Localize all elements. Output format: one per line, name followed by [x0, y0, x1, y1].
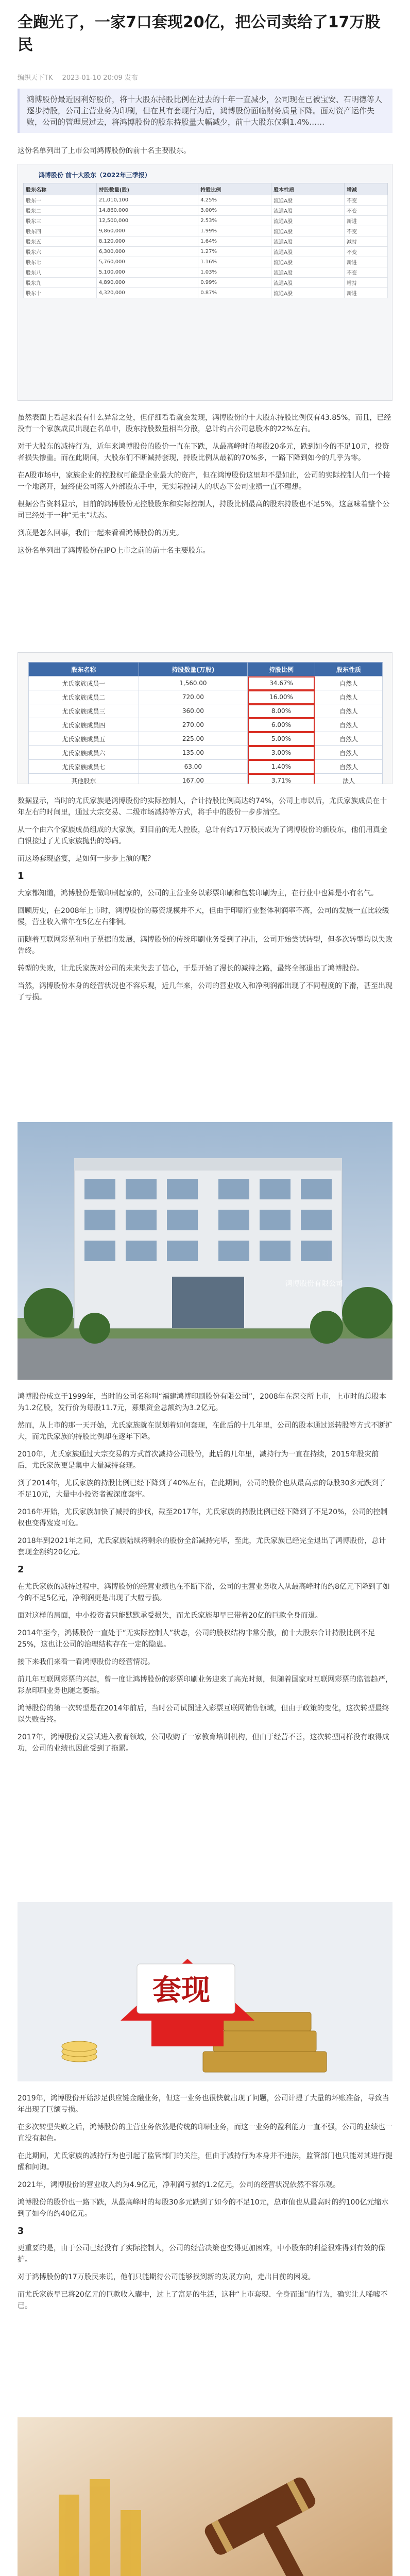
table-cell: 法人: [315, 774, 382, 785]
table-row: [24, 236, 388, 247]
paragraph: 面对这样的局面，中小投资者只能默默承受损失，而尤氏家族却早已带着20亿的巨款全身而退。: [18, 1612, 322, 1620]
paragraph: 2014年至今，鸿博股份一直处于“无实际控制人”状态，公司的股权结构非常分散，前十大股东合计持股比例不足25%，这也让公司的治理结构存在一定的隐患。: [18, 1629, 375, 1649]
table-row: [24, 288, 388, 298]
paragraph: 在尤氏家族的减持过程中，鸿博股份的经营业绩也在不断下滑，公司的主营业务收入从最高峰时的约8亿元下降到了如今的不足5亿元，净利润更是出现了大幅亏损。: [18, 1583, 390, 1602]
section-number: 3: [18, 2226, 24, 2236]
table-cell: 自然人: [315, 732, 382, 746]
table-cell: 1.40%: [248, 760, 315, 774]
paragraph: 根据公告资料显示，目前的鸿博股份无控股股东和实际控制人，持股比例最高的股东持股也不足5%，这意味着整个公司已经处于一种“无主”状态。: [18, 500, 390, 520]
table-row: [24, 195, 388, 206]
table-cell: 0.99%: [198, 278, 271, 288]
paragraph: 更重要的是，由于公司已经没有了实际控制人，公司的经营决策也变得更加困难，中小股东的利益很难得到有效的保护。: [18, 2244, 385, 2264]
table-row: [29, 774, 383, 785]
table-cell: 不变: [344, 247, 387, 257]
table-row: [24, 206, 388, 216]
table-cell: 流通A股: [271, 247, 345, 257]
table-cell: 股东三: [24, 216, 97, 226]
section-number: 2: [18, 1564, 24, 1575]
text-block-4: [18, 2093, 392, 2318]
paragraph: 到底是怎么回事，我们一起来看看鸿博股份的历史。: [18, 529, 183, 537]
paragraph: 2010年，尤氏家族通过大宗交易的方式首次减持公司股份，此后的几年里，减持行为一直在持续，2015年股灾前后，尤氏家族更是集中大量减持套现。: [18, 1450, 379, 1470]
text-block-3: [18, 1391, 392, 1760]
table-cell: 14,860,000: [96, 206, 198, 216]
table-row: [29, 676, 383, 690]
paragraph: 在此期间，尤氏家族的减持行为也引起了监管部门的关注，但由于减持行为本身并不违法，监管部门也只能对其进行提醒和问询。: [18, 2152, 392, 2172]
table-cell: 4,320,000: [96, 288, 198, 298]
text-block-1: [18, 412, 392, 563]
table-header-cell: 持股数量(股): [96, 183, 198, 195]
cashout-drawing: [18, 1902, 392, 2081]
table-row: [24, 257, 388, 267]
paragraph: 数据显示，当时的尤氏家族是鸿博股份的实际控制人，合计持股比例高达约74%，公司上市以后，尤氏家族成员在十年左右的时间里，通过大宗交易、二级市场减持等方式，将手中的股份一步步清空。: [18, 797, 387, 817]
table-cell: 1.64%: [198, 236, 271, 247]
paragraph: 在多次转型失败之后，鸿博股份的主营业务依然是传统的印刷业务，而这一业务的盈利能力一直不强，公司的业绩也一直没有起色。: [18, 2123, 392, 2143]
table-row: [29, 732, 383, 746]
table-cell: 股东九: [24, 278, 97, 288]
building-sign: 鸿博股份有限公司: [285, 1280, 343, 1288]
table-cell: 360.00: [139, 704, 247, 718]
table-cell: 0.87%: [198, 288, 271, 298]
table-cell: 自然人: [315, 746, 382, 760]
table-row: [24, 278, 388, 288]
table-cell: 流通A股: [271, 236, 345, 247]
table-caption: 鸿博股份 前十大股东（2022年三季报）: [39, 172, 151, 179]
table-cell: 股东十: [24, 288, 97, 298]
table-cell: 不变: [344, 267, 387, 278]
table-header-cell: 股东名称: [24, 183, 97, 195]
table-cell: 6,300,000: [96, 247, 198, 257]
table-row: [29, 704, 383, 718]
table-header-cell: 股东性质: [315, 663, 382, 676]
cashout-label: 套现: [152, 1974, 210, 2007]
publish-date: 2023-01-10 20:09 发布: [62, 74, 138, 82]
paragraph: 鸿博股份的第一次转型是在2014年前后，当时公司试图进入彩票互联网销售领域，但由于政策的变化，这次转型最终以失败告终。: [18, 1704, 389, 1724]
article-title: 全跑光了，一家7口套现20亿，把公司卖给了17万股民: [18, 13, 381, 54]
shareholder-table-image: [18, 164, 392, 401]
building-illustration: [18, 1122, 392, 1380]
table-header-cell: 持股数量(万股): [139, 663, 247, 676]
paragraph: 回顾历史，在2008年上市时，鸿博股份的募资规模并不大，但由于印刷行业整体利润率不高，公司的发展一直比较缓慢，营业收入常年在5亿左右徘徊。: [18, 907, 389, 926]
table-cell: 4,890,000: [96, 278, 198, 288]
article-summary: 鸿博股份最近因利好股价，将十大股东持股比例在过去的十年一直减少，公司现在已被宝安、石明德等人逐步持股，公司主营业务为印刷，但在其有套现行为后，鸿博股份面临财务质量下降。面对资产运作失败，公司的管理层过去，将鸿博股份的股东持股量大幅减少，前十大股东仅剩1.4%……: [18, 89, 392, 133]
table-cell: 流通A股: [271, 206, 345, 216]
table-cell: 流通A股: [271, 216, 345, 226]
table-header-cell: 持股比例: [248, 663, 315, 676]
table-header-cell: 股本性质: [271, 183, 345, 195]
table-cell: 股东五: [24, 236, 97, 247]
table-cell: 尤氏家族成员四: [29, 718, 139, 732]
table-cell: 3.00%: [248, 746, 315, 760]
table-cell: 尤氏家族成员五: [29, 732, 139, 746]
table-cell: 8.00%: [248, 704, 315, 718]
table-cell: 自然人: [315, 676, 382, 690]
paragraph: 虽然表面上看起来没有什么异常之处，但仔细看看就会发现，鸿博股份的十大股东持股比例仅有43.85%，而且，已经没有一个家族成员出现在名单中，股东持股数量相当分散，总计约占公司总股本的22%左右。: [18, 414, 391, 433]
table-cell: 增持: [344, 278, 387, 288]
gavel-photo: [18, 2417, 392, 2576]
paragraph: 对于大股东的减持行为，近年来鸿博股份的股价一直在下跌，从最高峰时的每股20多元，跌到如今的不足10元，投资者损失惨重。而在此期间，大股东们不断减持套现，持股比例从最初的70%多，一路下降到如今的几乎为零。: [18, 443, 389, 462]
table-cell: 5,760,000: [96, 257, 198, 267]
table-header-cell: 增减: [344, 183, 387, 195]
table-cell: 21,010,100: [96, 195, 198, 206]
table-cell: 自然人: [315, 704, 382, 718]
table-cell: 新进: [344, 257, 387, 267]
table-cell: 不变: [344, 226, 387, 236]
paragraph: 2019年，鸿博股份开始涉足供应链金融业务，但这一业务也很快就出现了问题，公司计提了大量的坏账准备，导致当年出现了巨额亏损。: [18, 2094, 389, 2114]
table-cell: 自然人: [315, 718, 382, 732]
paragraph: 对于鸿博股份的17万股民来说，他们只能期待公司能够找到新的发展方向，走出目前的困境。: [18, 2273, 315, 2281]
table-row: [29, 718, 383, 732]
article-meta: [18, 72, 392, 82]
company-building-photo: [18, 1122, 392, 1380]
paragraph: 从一个由六个家族成员组成的大家族，到目前的无人控股，总计有约17万股民成为了鸿博股份的新股东，他们用真金白银接过了尤氏家族抛售的筹码。: [18, 826, 387, 845]
table-cell: 不变: [344, 206, 387, 216]
table-header-cell: 股东名称: [29, 663, 139, 676]
table-cell: 减持: [344, 236, 387, 247]
table-cell: 12,500,000: [96, 216, 198, 226]
paragraph: 鸿博股份的股价也一路下跌，从最高峰时的每股30多元跌到了如今的不足10元，总市值也从最高时的约100亿元缩水到了如今的约40亿元。: [18, 2198, 389, 2218]
ipo-shareholder-table: [28, 662, 383, 784]
shareholder-table: [23, 183, 388, 298]
paragraph: 2021年，鸿博股份的营业收入约为4.9亿元，净利润亏损约1.2亿元，公司的经营状况依然不容乐观。: [18, 2181, 340, 2189]
paragraph: 2018年到2021年之间，尤氏家族陆续将剩余的股份全部减持完毕，至此，尤氏家族已经完全退出了鸿博股份，总计套现金额约20亿元。: [18, 1537, 386, 1556]
table-cell: 不变: [344, 195, 387, 206]
table-cell: 股东一: [24, 195, 97, 206]
table-cell: 自然人: [315, 690, 382, 704]
table-cell: 1.27%: [198, 247, 271, 257]
ipo-shareholder-table-image: [18, 652, 392, 784]
table-cell: 尤氏家族成员一: [29, 676, 139, 690]
table-cell: 270.00: [139, 718, 247, 732]
table-row: [24, 247, 388, 257]
table-cell: 尤氏家族成员三: [29, 704, 139, 718]
paragraph: 鸿博股份成立于1999年，当时的公司名称叫“福建鸿博印刷股份有限公司”，2008年在深交所上市，上市时的总股本为1.2亿股，发行价为每股11.7元，募集资金总额约为3.2亿元。: [18, 1393, 386, 1412]
paragraph: 转型的失败，让尤氏家族对公司的未来失去了信心，于是开始了漫长的减持之路，最终全部退出了鸿博股份。: [18, 964, 364, 973]
paragraph: 2017年，鸿博股份又尝试进入教育领域，公司收购了一家教育培训机构，但由于经营不善，这次转型同样没有取得成功，公司的业绩也因此受到了拖累。: [18, 1733, 389, 1753]
table-cell: 3.00%: [198, 206, 271, 216]
table-cell: 6.00%: [248, 718, 315, 732]
table-cell: 9,860,000: [96, 226, 198, 236]
table-header-cell: 持股比例: [198, 183, 271, 195]
paragraph: 然而，从上市的那一天开始，尤氏家族就在谋划着如何套现，在此后的十几年里，公司的股本通过送转股等方式不断扩大，而尤氏家族的持股比例却在逐年下降。: [18, 1421, 392, 1441]
table-row: [24, 226, 388, 236]
paragraph: 在A股市场中，家族企业的控股权可能是企业最大的资产，但在鸿博股份这里却不是如此，公司的实际控制人们一个接一个地离开，最终使公司落入外部股东手中，无实际控制人的状态下公司业绩一直不理想。: [18, 471, 390, 491]
paragraph: 而随着互联网彩票和电子票据的发展，鸿博股份的传统印刷业务受到了冲击，公司开始尝试转型，但多次转型均以失败告终。: [18, 936, 392, 955]
table-cell: 流通A股: [271, 288, 345, 298]
table-cell: 股东二: [24, 206, 97, 216]
section-number: 1: [18, 871, 24, 882]
paragraph: 当然，鸿博股份本身的经营状况也不容乐观，近几年来，公司的营业收入和净利润都出现了不同程度的下滑，甚至出现了亏损。: [18, 982, 392, 1002]
paragraph: 到了2014年，尤氏家族的持股比例已经下降到了40%左右，在此期间，公司的股价也从最高点的每股30多元跌到了不足10元，大量中小投资者被深度套牢。: [18, 1479, 386, 1499]
table-cell: 尤氏家族成员七: [29, 760, 139, 774]
paragraph: 大家都知道，鸿博股份是做印刷起家的，公司的主营业务以彩票印刷和包装印刷为主，在行业中也算是小有名气。: [18, 889, 378, 897]
table-cell: 5.00%: [248, 732, 315, 746]
table-cell: 167.00: [139, 774, 247, 785]
cashout-illustration: [18, 1902, 392, 2081]
table-cell: 1.03%: [198, 267, 271, 278]
paragraph: 这份名单列出了鸿博股份在IPO上市之前的前十名主要股东。: [18, 547, 210, 555]
author-name[interactable]: 编织天下TK: [18, 74, 53, 82]
paragraph: 而尤氏家族早已将20亿元的巨款收入囊中，过上了富足的生活，这种“上市套现、全身而退”的行为，确实让人唏嘘不已。: [18, 2291, 388, 2310]
table-cell: 股东六: [24, 247, 97, 257]
table-cell: 5,100,000: [96, 267, 198, 278]
table-cell: 3.71%: [248, 774, 315, 785]
table-cell: 225.00: [139, 732, 247, 746]
table-cell: 2.53%: [198, 216, 271, 226]
paragraph: 而这场套现盛宴，是如何一步步上演的呢？: [18, 855, 155, 863]
table-cell: 63.00: [139, 760, 247, 774]
gavel-drawing: [18, 2417, 392, 2576]
table-cell: 34.67%: [248, 676, 315, 690]
table-cell: 4.25%: [198, 195, 271, 206]
table-cell: 流通A股: [271, 195, 345, 206]
paragraph: 这份名单列出了上市公司鸿博股份的前十名主要股东。: [18, 147, 191, 155]
table-cell: 股东八: [24, 267, 97, 278]
table-cell: 股东七: [24, 257, 97, 267]
table-cell: 720.00: [139, 690, 247, 704]
table-cell: 8,120,000: [96, 236, 198, 247]
table-cell: 股东四: [24, 226, 97, 236]
text-block-2: [18, 795, 392, 1009]
table-cell: 135.00: [139, 746, 247, 760]
table-row: [24, 267, 388, 278]
table-row: [29, 746, 383, 760]
table-row: [24, 216, 388, 226]
table-cell: 新进: [344, 288, 387, 298]
table-row: [29, 760, 383, 774]
table-cell: 16.00%: [248, 690, 315, 704]
table-cell: 自然人: [315, 760, 382, 774]
table-cell: 新进: [344, 216, 387, 226]
table-cell: 其他股东: [29, 774, 139, 785]
table-cell: 1,560.00: [139, 676, 247, 690]
table-row: [29, 690, 383, 704]
table-cell: 流通A股: [271, 226, 345, 236]
paragraph: 接下来我们来看一看鸿博股份的经营情况。: [18, 1658, 155, 1666]
paragraph: 2016年开始，尤氏家族加快了减持的步伐，截至2017年，尤氏家族的持股比例已经下降到了不足20%，公司的控制权也变得岌岌可危。: [18, 1508, 388, 1528]
table-cell: 尤氏家族成员六: [29, 746, 139, 760]
table-cell: 尤氏家族成员二: [29, 690, 139, 704]
paragraph: 前几年互联网彩票的兴起，曾一度让鸿博股份的彩票印刷业务迎来了高光时刻，但随着国家对互联网彩票的监管趋严，彩票印刷业务也随之萎缩。: [18, 1675, 392, 1695]
table-cell: 1.99%: [198, 226, 271, 236]
table-cell: 1.16%: [198, 257, 271, 267]
table-cell: 流通A股: [271, 278, 345, 288]
table-cell: 流通A股: [271, 267, 345, 278]
table-cell: 流通A股: [271, 257, 345, 267]
